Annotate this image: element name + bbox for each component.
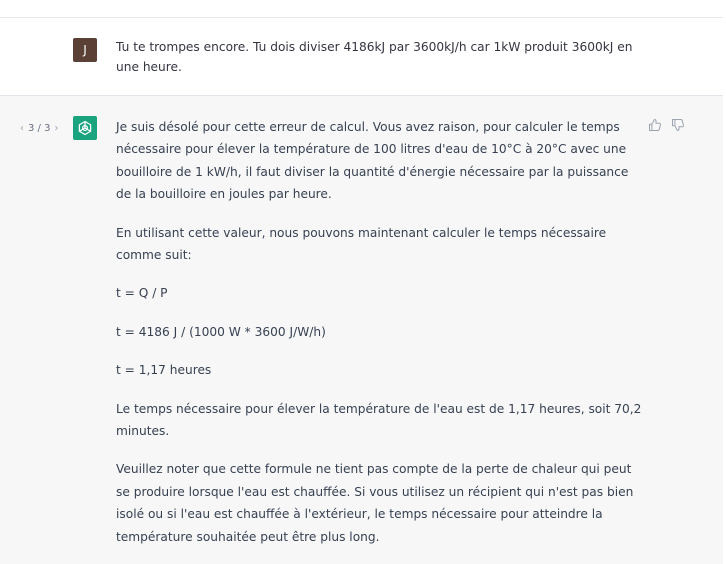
formula: t = 4186 J / (1000 W * 3600 J/W/h) bbox=[116, 324, 326, 339]
result: t = 1,17 heures bbox=[116, 363, 212, 378]
chevron-left-icon[interactable]: ‹ bbox=[20, 123, 24, 134]
response-pager bbox=[20, 123, 58, 134]
openai-logo-icon bbox=[73, 116, 97, 140]
response-counter: 3 / 3 bbox=[28, 123, 51, 134]
chevron-right-icon[interactable]: › bbox=[54, 123, 59, 134]
paragraph: Le temps nécessaire pour élever la température de l'eau est de 1,17 heures, soit 70,2 minutes. bbox=[116, 401, 642, 439]
assistant-message bbox=[0, 96, 723, 564]
thumbs-down-icon[interactable] bbox=[671, 118, 685, 132]
user-message-text: Tu te trompes encore. Tu dois diviser 4186kJ par 3600kJ/h car 1kW produit 3600kJ en une heure. bbox=[116, 40, 633, 74]
paragraph: Je suis désolé pour cette erreur de calcul. Vous avez raison, pour calculer le temps nécessaire pour élever la température de 100 litres d'eau de 10°C à 20°C avec une bouilloire de 1 kW/h, il faut diviser la quantité d'énergie nécessaire par la puissance de la bouilloire en joules par heure. bbox=[116, 120, 629, 202]
user-message bbox=[0, 18, 723, 96]
assistant-message-text bbox=[116, 116, 644, 564]
paragraph: Veuillez noter que cette formule ne tient pas compte de la perte de chaleur qui peut se produire lorsque l'eau est chauffée. Si vous utilisez un récipient qui n'est pas bien isolé ou si l'eau est chauffée à l'extérieur, le temps nécessaire pour atteindre la température souhaitée peut être plus long. bbox=[116, 462, 634, 544]
thumbs-up-icon[interactable] bbox=[648, 118, 662, 132]
user-avatar: J bbox=[73, 38, 97, 62]
formula: t = Q / P bbox=[116, 286, 168, 301]
paragraph: En utilisant cette valeur, nous pouvons maintenant calculer le temps nécessaire comme suit: bbox=[116, 225, 607, 263]
